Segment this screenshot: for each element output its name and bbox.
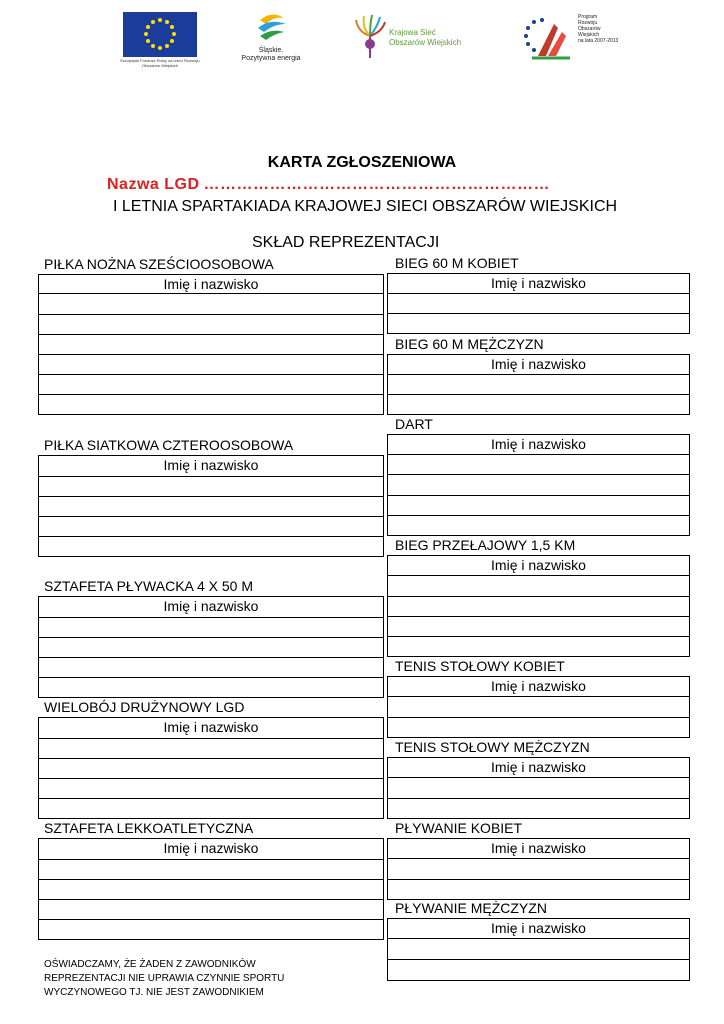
table-swim-relay <box>38 596 384 698</box>
table-row[interactable] <box>39 477 383 497</box>
table-header: Imię i nazwisko <box>388 274 689 294</box>
prow-caption-line2: Rozwoju <box>578 20 598 26</box>
table-row[interactable] <box>388 395 689 415</box>
table-row[interactable] <box>39 375 383 395</box>
table-tt-women <box>387 676 690 738</box>
table-sprint-women <box>387 273 690 334</box>
section-label-sprint-men: BIEG 60 M MĘŻCZYZN <box>395 336 544 352</box>
table-row[interactable] <box>388 576 689 597</box>
table-header: Imię i nazwisko <box>388 435 689 455</box>
table-row[interactable] <box>388 697 689 718</box>
ksow-logo <box>352 14 388 60</box>
table-row[interactable] <box>39 900 383 920</box>
prow-caption-line4: Wiejskich <box>578 32 600 38</box>
silesia-caption <box>236 47 306 63</box>
table-header: Imię i nazwisko <box>388 758 689 778</box>
table-row[interactable] <box>39 779 383 799</box>
section-label-darts: DART <box>395 416 433 432</box>
table-row[interactable] <box>39 335 383 355</box>
table-row[interactable] <box>39 638 383 658</box>
table-header: Imię i nazwisko <box>39 456 383 477</box>
table-row[interactable] <box>388 516 689 536</box>
section-label-tt-men: TENIS STOŁOWY MĘŻCZYZN <box>395 739 590 755</box>
team-heading: SKŁAD REPREZENTACJI <box>252 234 440 251</box>
table-row[interactable] <box>388 597 689 617</box>
table-header: Imię i nazwisko <box>39 597 383 618</box>
table-header: Imię i nazwisko <box>388 839 689 859</box>
section-label-football: PIŁKA NOŻNA SZEŚCIOOSOBOWA <box>44 256 274 272</box>
lgd-label: Nazwa LGD <box>107 176 200 193</box>
table-row[interactable] <box>39 517 383 537</box>
table-row[interactable] <box>39 294 383 315</box>
ksow-caption <box>389 28 479 48</box>
declaration-line1: OŚWIADCZAMY, ŻE ŻADEN Z ZAWODNIKÓW <box>44 959 256 970</box>
prow-caption-line5: na lata 2007-2013 <box>578 38 619 44</box>
table-row[interactable] <box>388 960 689 981</box>
table-row[interactable] <box>39 880 383 900</box>
declaration <box>44 958 364 1000</box>
table-row[interactable] <box>39 860 383 880</box>
eu-flag-logo <box>123 12 197 57</box>
section-label-tt-women: TENIS STOŁOWY KOBIET <box>395 658 565 674</box>
section-label-swim-relay: SZTAFETA PŁYWACKA 4 X 50 M <box>44 578 254 594</box>
prow-caption <box>578 14 628 44</box>
table-row[interactable] <box>388 799 689 819</box>
table-row[interactable] <box>39 759 383 779</box>
ksow-caption-line1: Krajowa Sieć <box>389 28 436 37</box>
table-row[interactable] <box>388 375 689 395</box>
eu-caption: Europejski Fundusz Rolny na rzecz Rozwoju Obszarów Wiejskich <box>120 58 200 68</box>
table-row[interactable] <box>388 475 689 496</box>
lgd-name-line <box>107 176 550 194</box>
table-row[interactable] <box>39 315 383 335</box>
table-swim-men <box>387 918 690 981</box>
table-row[interactable] <box>388 880 689 900</box>
silesia-caption-line2: Pozytywna energia <box>241 55 301 62</box>
table-header: Imię i nazwisko <box>39 275 383 294</box>
table-row[interactable] <box>39 739 383 759</box>
table-darts <box>387 434 690 536</box>
table-row[interactable] <box>388 718 689 738</box>
silesia-caption-line1: Śląskie. <box>258 47 284 54</box>
table-row[interactable] <box>39 395 383 415</box>
table-row[interactable] <box>388 637 689 657</box>
table-row[interactable] <box>39 920 383 940</box>
prow-caption-line3: Obszarów <box>578 26 601 32</box>
table-row[interactable] <box>39 537 383 557</box>
table-header: Imię i nazwisko <box>388 556 689 576</box>
table-row[interactable] <box>388 314 689 334</box>
section-label-swim-women: PŁYWANIE KOBIET <box>395 820 523 836</box>
lgd-dots: ……………………………………………………… <box>203 176 551 193</box>
table-row[interactable] <box>388 939 689 960</box>
table-header: Imię i nazwisko <box>39 718 383 739</box>
table-row[interactable] <box>388 294 689 314</box>
table-header: Imię i nazwisko <box>388 677 689 697</box>
section-label-crosscountry: BIEG PRZEŁAJOWY 1,5 KM <box>395 537 576 553</box>
table-row[interactable] <box>39 618 383 638</box>
event-subtitle: I LETNIA SPARTAKIADA KRAJOWEJ SIECI OBSZARÓW WIEJSKICH <box>112 198 618 215</box>
table-row[interactable] <box>388 859 689 880</box>
table-sprint-men <box>387 354 690 415</box>
section-label-volleyball: PIŁKA SIATKOWA CZTEROOSOBOWA <box>44 437 294 453</box>
table-header: Imię i nazwisko <box>388 355 689 375</box>
declaration-line3: WYCZYNOWEGO TJ. NIE JEST ZAWODNIKIEM <box>44 987 264 998</box>
table-row[interactable] <box>39 658 383 678</box>
silesia-logo <box>252 10 292 46</box>
section-label-multievent: WIELOBÓJ DRUŻYNOWY LGD <box>44 699 245 715</box>
table-multievent <box>38 717 384 819</box>
table-row[interactable] <box>388 455 689 475</box>
table-football <box>38 274 384 415</box>
table-row[interactable] <box>39 355 383 375</box>
table-volleyball <box>38 455 384 557</box>
table-row[interactable] <box>39 799 383 819</box>
table-row[interactable] <box>388 617 689 637</box>
form-title: KARTA ZGŁOSZENIOWA <box>267 154 457 171</box>
ksow-caption-line2: Obszarów Wiejskich <box>389 38 462 47</box>
prow-logo <box>518 14 576 62</box>
section-label-athletics-relay: SZTAFETA LEKKOATLETYCZNA <box>44 820 254 836</box>
prow-caption-line1: Program <box>578 14 598 20</box>
eu-stars-icon <box>123 12 197 57</box>
table-swim-women <box>387 838 690 900</box>
table-header: Imię i nazwisko <box>39 839 383 860</box>
table-athletics-relay <box>38 838 384 940</box>
section-label-swim-men: PŁYWANIE MĘŻCZYZN <box>395 900 547 916</box>
table-row[interactable] <box>388 778 689 799</box>
table-tt-men <box>387 757 690 819</box>
table-header: Imię i nazwisko <box>388 919 689 939</box>
table-row[interactable] <box>388 496 689 516</box>
declaration-line2: REPREZENTACJI NIE UPRAWIA CZYNNIE SPORTU <box>44 973 285 984</box>
table-row[interactable] <box>39 678 383 698</box>
table-row[interactable] <box>39 497 383 517</box>
table-crosscountry <box>387 555 690 657</box>
section-label-sprint-women: BIEG 60 M KOBIET <box>395 255 519 271</box>
